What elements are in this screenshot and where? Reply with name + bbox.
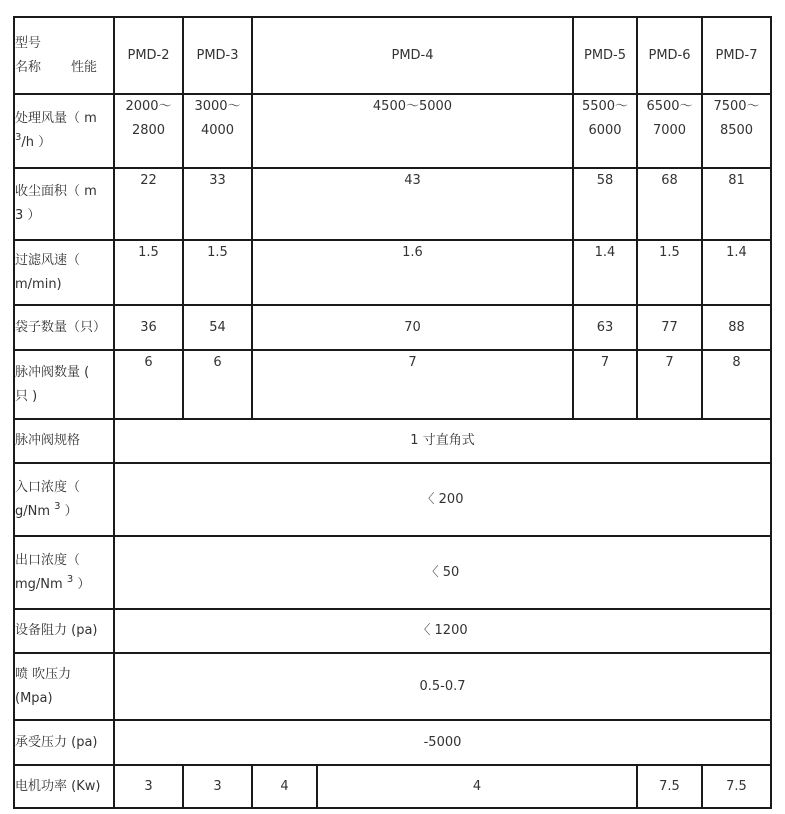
table-cell: 5500～ 6000 — [573, 94, 637, 168]
table-cell: 22 — [114, 168, 183, 240]
table-cell: 1.4 — [702, 240, 771, 305]
table-cell: 7 — [573, 350, 637, 419]
table-cell: 1.4 — [573, 240, 637, 305]
table-cell: 1.5 — [114, 240, 183, 305]
table-cell: 43 — [252, 168, 573, 240]
table-cell: 8 — [702, 350, 771, 419]
table-cell: 6 — [114, 350, 183, 419]
table-cell: 〈 50 — [114, 536, 771, 609]
header-row — [14, 17, 771, 94]
table-cell: 2000～ 2800 — [114, 94, 183, 168]
table-cell: 1.5 — [183, 240, 252, 305]
table-cell: 7.5 — [702, 765, 771, 808]
motor-row — [14, 765, 771, 808]
table-cell: 7500～ 8500 — [702, 94, 771, 168]
valve-count-row — [14, 350, 771, 419]
table-cell: 4 — [252, 765, 317, 808]
model-header: PMD-4 — [252, 17, 573, 94]
valve-spec-row — [14, 419, 771, 463]
row-label: 承受压力 (pa) — [14, 720, 114, 765]
table-cell: 36 — [114, 305, 183, 350]
filter-area-row — [14, 168, 771, 240]
table-cell: 77 — [637, 305, 702, 350]
model-header: PMD-5 — [573, 17, 637, 94]
table-cell: 68 — [637, 168, 702, 240]
table-cell: 0.5-0.7 — [114, 653, 771, 720]
table-cell: -5000 — [114, 720, 771, 765]
spec-table — [13, 16, 772, 809]
bag-count-row — [14, 305, 771, 350]
model-header: PMD-2 — [114, 17, 183, 94]
table-cell: 3 — [183, 765, 252, 808]
row-label: 脉冲阀数量 ( 只 ) — [14, 350, 114, 419]
inlet-row — [14, 463, 771, 536]
row-label: 收尘面积（ m 3 ） — [14, 168, 114, 240]
model-header: PMD-7 — [702, 17, 771, 94]
table-cell: 3000～ 4000 — [183, 94, 252, 168]
row-label: 处理风量（ m $^3$/h ） — [14, 94, 114, 168]
table-cell: 54 — [183, 305, 252, 350]
row-label: 出口浓度（ mg/Nm $^3$ ） — [14, 536, 114, 609]
airflow-row — [14, 94, 771, 168]
model-header: PMD-6 — [637, 17, 702, 94]
table-cell: 7 — [252, 350, 573, 419]
blow-pressure-row — [14, 653, 771, 720]
table-cell: 〈 200 — [114, 463, 771, 536]
table-cell: 1.6 — [252, 240, 573, 305]
bear-pressure-row — [14, 720, 771, 765]
model-header: PMD-3 — [183, 17, 252, 94]
table-cell: 4 — [317, 765, 637, 808]
table-cell: 〈 1200 — [114, 609, 771, 653]
row-label: 喷 吹压力 (Mpa) — [14, 653, 114, 720]
table-cell: 4500～5000 — [252, 94, 573, 168]
table-cell: 7.5 — [637, 765, 702, 808]
table-cell: 1.5 — [637, 240, 702, 305]
table-cell: 3 — [114, 765, 183, 808]
row-label: 脉冲阀规格 — [14, 419, 114, 463]
table-cell: 70 — [252, 305, 573, 350]
table-cell: 6 — [183, 350, 252, 419]
table-cell: 63 — [573, 305, 637, 350]
row-label: 袋子数量（只） — [14, 305, 114, 350]
corner-header-cell: 型号 名称 性能 — [14, 17, 114, 94]
row-label: 电机功率 (Kw) — [14, 765, 114, 808]
table-cell: 58 — [573, 168, 637, 240]
table-cell: 88 — [702, 305, 771, 350]
table-cell: 81 — [702, 168, 771, 240]
table-cell: 1 寸直角式 — [114, 419, 771, 463]
outlet-row — [14, 536, 771, 609]
filter-speed-row — [14, 240, 771, 305]
row-label: 入口浓度（ g/Nm $^3$ ） — [14, 463, 114, 536]
row-label: 设备阻力 (pa) — [14, 609, 114, 653]
table-cell: 33 — [183, 168, 252, 240]
table-cell: 6500～ 7000 — [637, 94, 702, 168]
table-cell: 7 — [637, 350, 702, 419]
row-label: 过滤风速（ m/min) — [14, 240, 114, 305]
resistance-row — [14, 609, 771, 653]
